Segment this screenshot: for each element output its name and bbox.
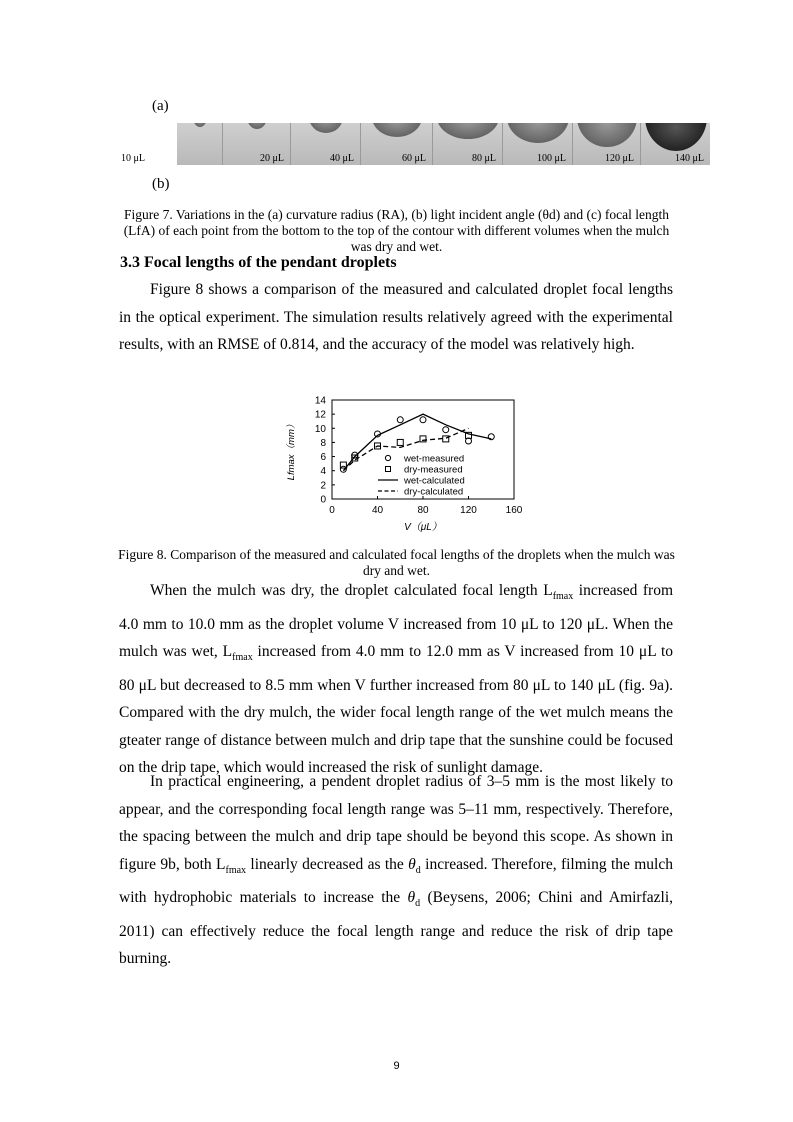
y-tick-label: 4 [320,466,326,478]
paragraph-3-text-2: linearly decreased as the [246,855,409,873]
subscript-fmax: fmax [232,652,253,664]
legend-symbol [386,467,391,472]
y-axis-label: Lfmax（mm） [286,419,297,481]
droplet-frame-140 [641,123,710,165]
droplet-image-strip [177,123,710,165]
droplet-shape [645,123,707,151]
droplet-shape [437,123,499,139]
volume-label-60: 60 μL [402,153,426,164]
x-tick-label: 120 [460,505,477,516]
x-tick-label: 160 [505,505,523,516]
droplet-frame-80 [433,123,503,165]
volume-label-20: 20 μL [260,153,284,164]
legend-label: dry-measured [404,464,463,476]
volume-label-10: 10 μL [121,153,145,164]
paragraph-3-text-3: increased. Therefore, filming the mulch with hydrophobic materials to increase the [119,855,673,907]
x-axis-label: V（μL） [404,522,442,533]
droplet-shape [247,123,267,129]
figure8-caption: Figure 8. Comparison of the measured and calculated focal lengths of the droplets when the mulch was dry and wet. [118,547,675,578]
theta-symbol: θ [407,889,416,907]
wet-measured-point [420,417,426,423]
droplet-shape [309,123,343,133]
subscript-d: d [415,898,421,910]
y-tick-label: 2 [320,480,326,492]
figure7-label-a: (a) [152,98,169,114]
volume-label-140: 140 μL [675,153,704,164]
volume-label-40: 40 μL [330,153,354,164]
theta-symbol: θ [408,855,416,873]
figure7-label-b: (b) [152,176,170,192]
paragraph-2-text-2: increased from 4.0 mm to 10.0 mm as the droplet volume V increased from 10 μL to 120 μL. When the mulch was wet, L [119,582,674,661]
paragraph-2 [119,577,673,782]
droplet-frame-40 [291,123,361,165]
droplet-shape [507,123,569,143]
y-tick-label: 12 [314,409,326,421]
droplet-shape [577,123,637,147]
droplet-frame-10 [177,123,223,165]
droplet-shape [193,123,207,127]
x-tick-label: 0 [329,505,335,516]
legend-symbol [385,455,390,460]
legend-label: dry-calculated [404,486,464,498]
wet-measured-point [397,417,403,423]
x-tick-label: 80 [417,505,429,516]
wet-measured-point [466,438,472,444]
legend-label: wet-calculated [404,475,465,487]
droplet-frame-20 [223,123,291,165]
paragraph-3 [119,768,673,973]
dry-measured-point [420,436,426,442]
y-tick-label: 8 [320,437,326,449]
paragraph-3-text-4: (Beysens, 2006; Chini and Amirfazli, 2011) can effectively reduce the focal length range and reduce the risk of drip tape burning. [119,889,673,968]
y-tick-label: 6 [320,452,326,464]
paragraph-3-text-1: In practical engineering, a pendent droplet radius of 3–5 mm is the most likely to appear, and the corresponding focal length range was 5–11 mm, respectively. Therefore, the spacing between the mulch and drip tape should be beyond this scope. As shown in figure 9b, both L [119,773,673,873]
droplet-frame-100 [503,123,573,165]
x-tick-label: 40 [371,505,384,516]
subscript-d: d [415,864,421,876]
chart-legend [378,454,465,498]
volume-label-80: 80 μL [472,153,496,164]
figure7-caption: Figure 7. Variations in the (a) curvature radius (RA), (b) light incident angle (θd) and (c) focal length (LfA) of each point from the bottom to the top of the contour with different volumes when the mulch was dry and wet. [123,207,670,254]
subscript-fmax: fmax [552,591,574,603]
droplet-frame-60 [361,123,433,165]
legend-label: wet-measured [404,453,465,465]
paragraph-2-text-3: increased from 4.0 mm to 12.0 mm as V increased from 10 μL to 80 μL but decreased to 8.5 mm when V further increased from 80 μL to 140 μL (fig. 9a). Compared with the dry mulch, the wider focal length range of the wet mulch means the gteater range of distance between mulch and drip tape that the sunshine could be focused on the drip tape, which would increased the risk of sunlight damage. [119,643,673,777]
section-heading: 3.3 Focal lengths of the pendant droplets [120,254,397,271]
droplet-shape [372,123,422,137]
wet-measured-point [443,427,449,433]
droplet-frame-120 [573,123,641,165]
y-tick-label: 10 [314,423,326,435]
paragraph-1-text: Figure 8 shows a comparison of the measured and calculated droplet focal lengths in the optical experiment. The simulation results relatively agreed with the experimental results, with an RMSE of 0.814, and the accuracy of the model was relatively high. [119,281,673,353]
volume-label-120: 120 μL [605,153,634,164]
page-number: 9 [393,1060,400,1072]
paragraph-1 [119,276,673,359]
focal-length-chart [280,388,540,538]
paragraph-2-text-1: When the mulch was dry, the droplet calculated focal length L [150,582,553,599]
y-tick-label: 14 [314,395,326,407]
y-tick-label: 0 [320,494,326,506]
subscript-fmax: fmax [225,864,247,876]
dry-measured-point [397,439,403,445]
volume-label-100: 100 μL [537,153,566,164]
